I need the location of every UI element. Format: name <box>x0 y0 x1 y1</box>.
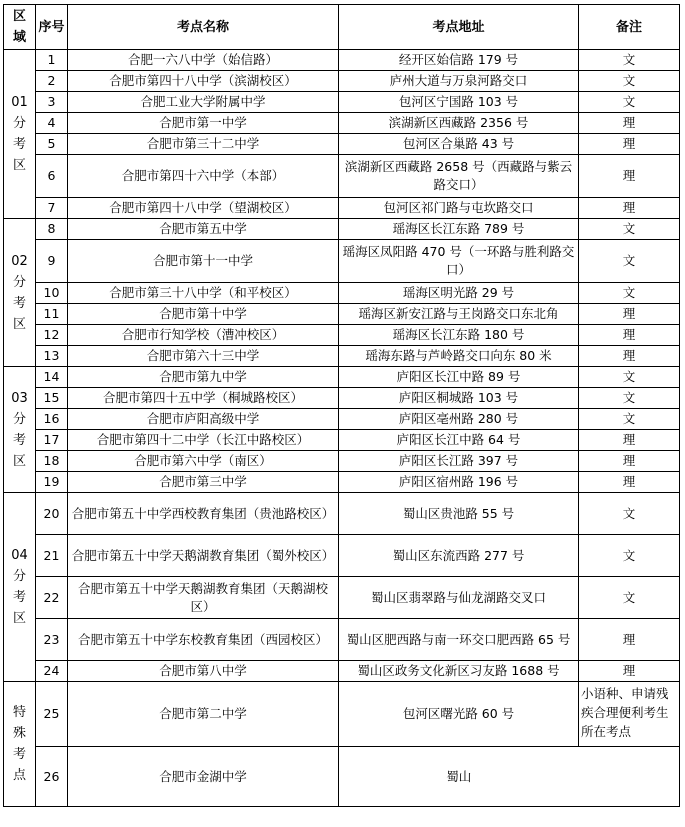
seq-cell: 26 <box>36 747 68 807</box>
table-row <box>4 577 680 619</box>
note-cell: 文 <box>579 388 680 409</box>
table-row <box>4 198 680 219</box>
name-cell: 合肥市第三十二中学 <box>68 134 339 155</box>
name-cell: 合肥市第九中学 <box>68 367 339 388</box>
table-row <box>4 747 680 807</box>
name-cell: 合肥市第十一中学 <box>68 240 339 283</box>
seq-cell: 25 <box>36 682 68 747</box>
address-cell: 庐阳区长江中路 64 号 <box>339 430 579 451</box>
address-cell: 庐阳区亳州路 280 号 <box>339 409 579 430</box>
seq-cell: 21 <box>36 535 68 577</box>
header-name: 考点名称 <box>68 5 339 50</box>
name-cell: 合肥市第八中学 <box>68 661 339 682</box>
header-address: 考点地址 <box>339 5 579 50</box>
name-cell: 合肥一六八中学（始信路） <box>68 50 339 71</box>
address-cell: 瑶海区长江东路 180 号 <box>339 325 579 346</box>
seq-cell: 6 <box>36 155 68 198</box>
address-cell: 瑶海东路与芦岭路交口向东 80 米 <box>339 346 579 367</box>
table-row <box>4 325 680 346</box>
name-cell: 合肥市第三十八中学（和平校区） <box>68 283 339 304</box>
address-cell: 滨湖新区西藏路 2658 号（西藏路与紫云路交口） <box>339 155 579 198</box>
address-cell: 庐阳区长江中路 89 号 <box>339 367 579 388</box>
note-cell: 文 <box>579 92 680 113</box>
name-cell: 合肥市第五十中学西校教育集团（贵池路校区） <box>68 493 339 535</box>
note-cell: 理 <box>579 113 680 134</box>
region-special: 特殊考点 <box>4 682 36 807</box>
seq-cell: 17 <box>36 430 68 451</box>
table-row <box>4 430 680 451</box>
seq-cell: 3 <box>36 92 68 113</box>
address-cell: 包河区曙光路 60 号 <box>339 682 579 747</box>
note-cell: 理 <box>579 661 680 682</box>
table-row <box>4 71 680 92</box>
address-cell: 庐阳区长江路 397 号 <box>339 451 579 472</box>
seq-cell: 9 <box>36 240 68 283</box>
address-cell: 庐州大道与万泉河路交口 <box>339 71 579 92</box>
name-cell: 合肥市行知学校（漕冲校区） <box>68 325 339 346</box>
note-cell: 文 <box>579 367 680 388</box>
name-cell: 合肥市第一中学 <box>68 113 339 134</box>
name-cell: 合肥市第五中学 <box>68 219 339 240</box>
address-cell: 包河区祁门路与屯坎路交口 <box>339 198 579 219</box>
table-row <box>4 304 680 325</box>
address-cell: 蜀山 <box>339 747 579 807</box>
seq-cell: 4 <box>36 113 68 134</box>
table-row <box>4 50 680 71</box>
address-cell: 蜀山区政务文化新区习友路 1688 号 <box>339 661 579 682</box>
table-row <box>4 472 680 493</box>
name-cell: 合肥市第十中学 <box>68 304 339 325</box>
seq-cell: 10 <box>36 283 68 304</box>
seq-cell: 13 <box>36 346 68 367</box>
table-row <box>4 346 680 367</box>
table-row <box>4 493 680 535</box>
note-cell: 文 <box>579 283 680 304</box>
seq-cell: 18 <box>36 451 68 472</box>
seq-cell: 7 <box>36 198 68 219</box>
name-cell: 合肥市第四十二中学（长江中路校区） <box>68 430 339 451</box>
seq-cell: 16 <box>36 409 68 430</box>
table-row <box>4 134 680 155</box>
note-cell: 文 <box>579 577 680 619</box>
seq-cell: 1 <box>36 50 68 71</box>
name-cell: 合肥工业大学附属中学 <box>68 92 339 113</box>
region-01: 01分考区 <box>4 50 36 219</box>
note-cell: 理 <box>579 134 680 155</box>
table-row <box>4 535 680 577</box>
note-cell: 文 <box>579 50 680 71</box>
note-cell: 理 <box>579 430 680 451</box>
seq-cell: 23 <box>36 619 68 661</box>
address-cell: 瑶海区长江东路 789 号 <box>339 219 579 240</box>
note-cell: 理 <box>579 304 680 325</box>
name-cell: 合肥市第五十中学天鹅湖教育集团（天鹅湖校区） <box>68 577 339 619</box>
address-cell: 瑶海区明光路 29 号 <box>339 283 579 304</box>
name-cell: 合肥市第四十五中学（桐城路校区） <box>68 388 339 409</box>
name-cell: 合肥市金湖中学 <box>68 747 339 807</box>
exam-sites-table <box>3 4 680 807</box>
name-cell: 合肥市第四十六中学（本部） <box>68 155 339 198</box>
table-row <box>4 219 680 240</box>
table-row <box>4 409 680 430</box>
name-cell: 合肥市第三中学 <box>68 472 339 493</box>
note-text: 小语种、申请残疾合理便利考生所在考点 <box>581 686 669 739</box>
table-row <box>4 113 680 134</box>
note-cell: 理 <box>579 472 680 493</box>
name-cell: 合肥市第四十八中学（望湖校区） <box>68 198 339 219</box>
seq-cell: 12 <box>36 325 68 346</box>
table-row <box>4 682 680 747</box>
note-cell: 理 <box>579 325 680 346</box>
address-cell: 包河区宁国路 103 号 <box>339 92 579 113</box>
table-row <box>4 619 680 661</box>
table-row <box>4 661 680 682</box>
header-note: 备注 <box>579 5 680 50</box>
address-cell: 滨湖新区西藏路 2356 号 <box>339 113 579 134</box>
seq-cell: 11 <box>36 304 68 325</box>
seq-cell: 24 <box>36 661 68 682</box>
seq-cell: 22 <box>36 577 68 619</box>
region-04: 04分考区 <box>4 493 36 682</box>
note-cell: 文 <box>579 493 680 535</box>
address-cell: 庐阳区桐城路 103 号 <box>339 388 579 409</box>
name-cell: 合肥市第五十中学天鹅湖教育集团（蜀外校区） <box>68 535 339 577</box>
address-cell: 经开区始信路 179 号 <box>339 50 579 71</box>
name-cell: 合肥市第六十三中学 <box>68 346 339 367</box>
address-cell: 瑶海区新安江路与王岗路交口东北角 <box>339 304 579 325</box>
name-cell: 合肥市第五十中学东校教育集团（西园校区） <box>68 619 339 661</box>
name-cell: 合肥市第二中学 <box>68 682 339 747</box>
seq-cell: 15 <box>36 388 68 409</box>
table-row <box>4 451 680 472</box>
note-cell: 文 <box>579 240 680 283</box>
name-cell: 合肥市庐阳高级中学 <box>68 409 339 430</box>
note-cell: 理 <box>579 155 680 198</box>
note-cell: 理 <box>579 198 680 219</box>
region-03: 03分考区 <box>4 367 36 493</box>
seq-cell: 19 <box>36 472 68 493</box>
note-cell: 理 <box>579 619 680 661</box>
table-row <box>4 92 680 113</box>
note-cell: 文 <box>579 535 680 577</box>
header-row <box>4 5 680 50</box>
seq-cell: 5 <box>36 134 68 155</box>
address-cell: 瑶海区凤阳路 470 号（一环路与胜利路交口） <box>339 240 579 283</box>
table-row <box>4 367 680 388</box>
address-cell: 蜀山区肥西路与南一环交口肥西路 65 号 <box>339 619 579 661</box>
note-cell <box>579 682 680 747</box>
table-row <box>4 388 680 409</box>
table-row <box>4 240 680 283</box>
name-cell: 合肥市第四十八中学（滨湖校区） <box>68 71 339 92</box>
table-row <box>4 283 680 304</box>
seq-cell: 8 <box>36 219 68 240</box>
seq-cell: 20 <box>36 493 68 535</box>
header-region: 区域 <box>4 5 36 50</box>
note-cell: 理 <box>579 451 680 472</box>
header-seq: 序号 <box>36 5 68 50</box>
address-cell: 蜀山区东流西路 277 号 <box>339 535 579 577</box>
note-cell: 文 <box>579 409 680 430</box>
address-cell: 庐阳区宿州路 196 号 <box>339 472 579 493</box>
address-cell: 蜀山区贵池路 55 号 <box>339 493 579 535</box>
address-cell: 蜀山区翡翠路与仙龙湖路交叉口 <box>339 577 579 619</box>
seq-cell: 2 <box>36 71 68 92</box>
note-cell: 文 <box>579 219 680 240</box>
note-cell <box>579 747 680 807</box>
name-cell: 合肥市第六中学（南区） <box>68 451 339 472</box>
note-cell: 理 <box>579 346 680 367</box>
region-02: 02分考区 <box>4 219 36 367</box>
table-row <box>4 155 680 198</box>
note-cell: 文 <box>579 71 680 92</box>
seq-cell: 14 <box>36 367 68 388</box>
address-cell: 包河区合巢路 43 号 <box>339 134 579 155</box>
